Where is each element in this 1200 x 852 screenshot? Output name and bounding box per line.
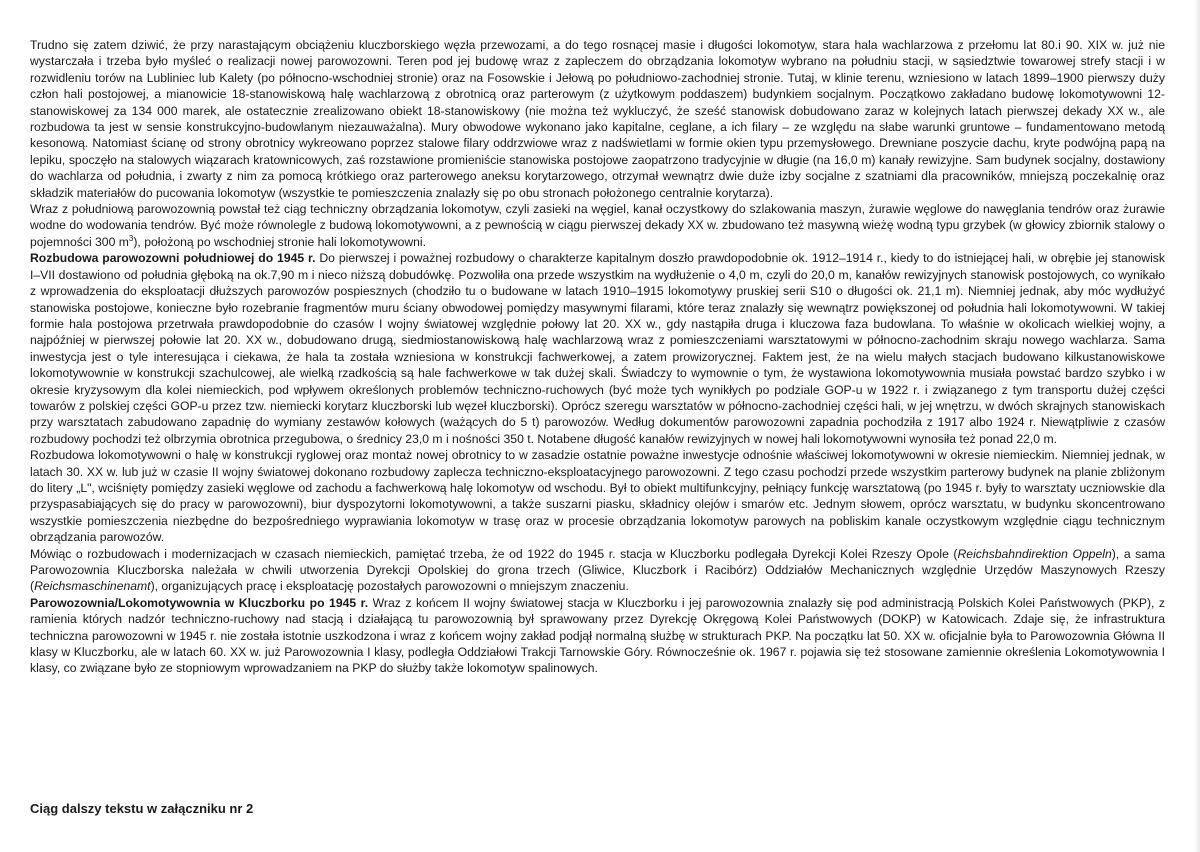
text-run: ), położoną po wschodniej stronie hali lokomotywowni. [133, 234, 427, 249]
scan-edge-shadow [1194, 0, 1200, 852]
paragraph [30, 201, 1165, 250]
paragraph [30, 37, 1165, 201]
continuation-note: Ciąg dalszy tekstu w załączniku nr 2 [30, 801, 254, 816]
italic-term: Reichsmaschinenamt [34, 579, 151, 594]
text-run: Wraz z końcem II wojny światowej stacja w Kluczborku i jej parowozownia znalazły się pod administracją Polskich Kolei Państwowych (PKP), z ramienia których nadzór techniczno-ruchowy nad stacją i działającą tu parowozownią był sprawowany przez Dyrekcję Okręgową Kolei Państwowych (DOKP) w Katowicach. Zdaje się, że infrastruktura techniczna parowozowni w 1945 r. nie została istotnie uszkodzona i wraz z końcem wojny zakład podjął normalną służbę w strukturach PKP. Na początku lat 50. XX w. oficjalnie była to Parowozownia Główna II klasy w Kluczborku, ale w latach 60. XX w. już Parowozownia I klasy, podległa Oddziałowi Trakcji Tarnowskie Góry. Równocześnie ok. 1967 r. pojawia się też stosowane zamiennie określenia Lokomotywownia I klasy, co związane było ze stopniowym wprowadzaniem na PKP do służby także lokomotyw spalinowych. [30, 595, 1165, 676]
paragraph [30, 250, 1165, 447]
document-body [30, 37, 1165, 677]
section-heading: Rozbudowa parowozowni południowej do 1945 r. [30, 251, 316, 266]
text-run: ), a sama Parowozownia Kluczborska należała w chwili utworzenia Dyrekcji Opolskiej do grona trzech (Gliwice, Kluczbork i Racibórz) Oddziałów Mechanicznych względnie Urzędów Maszynowych Rzeszy ( [30, 546, 1165, 594]
text-run: Rozbudowa lokomotywowni o halę w konstrukcji ryglowej oraz montaż nowej obrotnicy to w zasadzie ostatnie poważne inwestycje odnośnie właściwej lokomotywowni w okresie niemieckim. Niemniej jednak, w latach 30. XX w. lub już w czasie II wojny światowej dokonano rozbudowy zaplecza techniczno-eksploatacyjnego parowozowni. Z tego czasu pochodzi przede wszystkim parterowy budynek na planie zbliżonym do litery „L", wciśnięty pomiędzy zasieki węglowe od zachodu a fachwerkową halę lokomotyw od wschodu. Był to obiekt multifunkcyjny, pełniący funkcję warsztatową (po 1945 r. były to warsztaty uczniowskie dla przyspasabiających się do pracy w parowozowni), biur dyspozytorni lokomotywowni, a także suszarni piasku, składnicy olejów i smarów etc. Jednym słowem, oprócz warsztatu, w budynku skoncentrowano wszystkie pomieszczenia niezbędne do bezpośredniego wyprawiania lokomotyw w trasę oraz w procesie obrządzania lokomotyw parowych na pobliskim kanale oczystkowym względnie ciągu technicznym obrządzania parowozów. [30, 448, 1165, 545]
text-run: Mówiąc o rozbudowach i modernizacjach w czasach niemieckich, pamiętać trzeba, że od 1922 do 1945 r. stacja w Kluczborku podlegała Dyrekcji Kolei Rzeszy Opole ( [30, 546, 958, 561]
paragraph [30, 595, 1165, 677]
section-heading: Parowozownia/Lokomotywownia w Kluczborku po 1945 r. [30, 595, 369, 610]
paragraph [30, 447, 1165, 545]
paragraph [30, 546, 1165, 595]
superscript: 3 [128, 233, 134, 243]
italic-term: Reichsbahndirektion Oppeln [957, 546, 1112, 561]
text-run: Wraz z południową parowozownią powstał też ciąg techniczny obrządzania lokomotyw, czyli zasieki na węgiel, kanał oczystkowy do szlakowania maszyn, żurawie węglowe do nawęglania tendrów oraz żurawie wodne do wodowania tendrów. Być może równolegle z budową lokomotywowni, a z pewnością w ciągu pierwszej dekady XX w. zbudowano też masywną wieżę wodną typu grzybek (w głowicy zbiornik stalowy o pojemności 300 m [30, 202, 1165, 249]
text-run: Trudno się zatem dziwić, że przy narastającym obciążeniu kluczborskiego węzła przewozami, a do tego rosnącej masie i długości lokomotyw, stara hala wachlarzowa z przełomu lat 80.i 90. XIX w. już nie wystarczała i trzeba było myśleć o realizacji nowej parowozowni. Teren pod jej budowę wraz z zapleczem do obrządzania lokomotyw wybrano na południu stacji, w sąsiedztwie towarowej strefy stacji i w rozwidleniu torów na Lubliniec lub Kalety (po północno-wschodniej stronie) oraz na Fosowskie i Jełową po południowo-zachodniej stronie. Tutaj, w klinie terenu, wzniesiono w latach 1899–1900 pierwszy duży człon hali postojowej, a mianowicie 18-stanowiskową halę wachlarzową z obrotnicą oraz parterowym (z użytkowym poddaszem) budynkiem socjalnym. Początkowo zakładano budowę lokomotywowni 12-stanowiskowej za 134 000 marek, ale ostatecznie zrealizowano obiekt 18-stanowiskowy (nie można też wykluczyć, że sześć stanowisk dobudowano zaraz w kolejnych latach pierwszej dekady XX w., ale rozbudowa ta jest w sensie konstrukcyjno-budowlanym niezauważalna). Mury obwodowe wykonano jako kapitalne, ceglane, a ich filary – ze względu na słabe warunki gruntowe – fundamentowano metodą kesonową. Natomiast ścianę od strony obrotnicy wykreowano poprzez stalowe filary oddrzwiowe wraz z nadświetlami w formie okien typu przemysłowego. Drewniane poszycie dachu, kryte podwójną papą na lepiku, spoczęło na stalowych wiązarach kratownicowych, zaś rozstawione promieniście stanowiska postojowe zaopatrzono tradycyjnie w długie (na 16,0 m) kanały rewizyjne. Sam budynek socjalny, dostawiony do wachlarza od południa, i zwarty z nim za pomocą krótkiego oraz parterowego aneksu korytarzowego, otrzymał wewnątrz dwie duże izby socjalne z szatniami dla pracowników, mniejszą poczekalnię oraz składzik materiałów do pucowania lokomotyw (wszystkie te pomieszczenia znalazły się po obu stronach położonego centralnie korytarza). [30, 38, 1165, 200]
text-run: ), organizujących pracę i eksploatację pozostałych parowozowni o mniejszym znaczeniu. [150, 579, 629, 594]
text-run: Do pierwszej i poważnej rozbudowy o charakterze kapitalnym doszło prawdopodobnie ok. 1912–1914 r., kiedy to do istniejącej hali, w obrębie jej stanowisk I–VII dostawiono od południa głęboką na ok.7,90 m i nieco niższą dobudówkę. Pozwoliła ona przede wszystkim na wydłużenie o 4,0 m, czyli do 20,0 m, kanałów rewizyjnych stanowisk postojowych, co wynikało z wprowadzenia do eksploatacji dłuższych parowozów pospiesznych (chodziło tu o budowane w latach 1910–1915 lokomotywy pruskiej serii S10 o długości ok. 21,1 m). Niemniej jednak, aby móc wydłużyć stanowiska postojowe, konieczne było rozebranie fragmentów muru ściany obwodowej pomiędzy masywnymi filarami, które teraz znalazły się wewnątrz powiększonej od południa hali lokomotywowni. W takiej formie hala postojowa przetrwała prawdopodobnie do czasów I wojny światowej względnie połowy lat 20. XX w., gdy nastąpiła druga i kluczowa faza budowlana. To właśnie w okolicach wielkiej wojny, a najpóźniej w pierwszej połowie lat 20. XX w., dobudowano drugą, siedmiostanowiskową halę wachlarzową wraz z pomieszczeniami warsztatowymi w północno-zachodnim skraju nowego wachlarza. Sama inwestycja jest o tyle interesująca i ciekawa, że hala ta została wzniesiona w konstrukcji fachwerkowej, a zatem prowizorycznej. Faktem jest, że na wielu małych stacjach budowano kilkustanowiskowe lokomotywownie w konstrukcji szachulcowej, ale wielką rzadkością są hale fachwerkowe w tak dużej skali. Świadczy to wymownie o tym, że wystawiona lokomotywownia musiała powstać bardzo szybko i w okresie kryzysowym dla kolei niemieckich, pod wpływem określonych problemów techniczno-ruchowych (być może tych wynikłych po podziale GOP-u w 1922 r. i związanego z tym transportu dużej części towarów z polskiej części GOP-u przez tzw. niemiecki korytarz kluczborski lub węzeł kluczborski). Oprócz szeregu warsztatów w północno-zachodniej części hali, w jej wnętrzu, w dwóch skrajnych stanowiskach przy warsztatach zabudowano zapadnię do wymiany zestawów kołowych (ważących do 5 t) parowozów. Według dokumentów parowozowni zapadnia pochodziła z 1917 albo 1924 r. Niewątpliwie z czasów rozbudowy pochodzi też olbrzymia obrotnica przegubowa, o średnicy 23,0 m i nośności 350 t. Notabene długość kanałów rewizyjnych w nowej hali lokomotywowni wynosiła też ponad 22,0 m. [30, 251, 1165, 446]
